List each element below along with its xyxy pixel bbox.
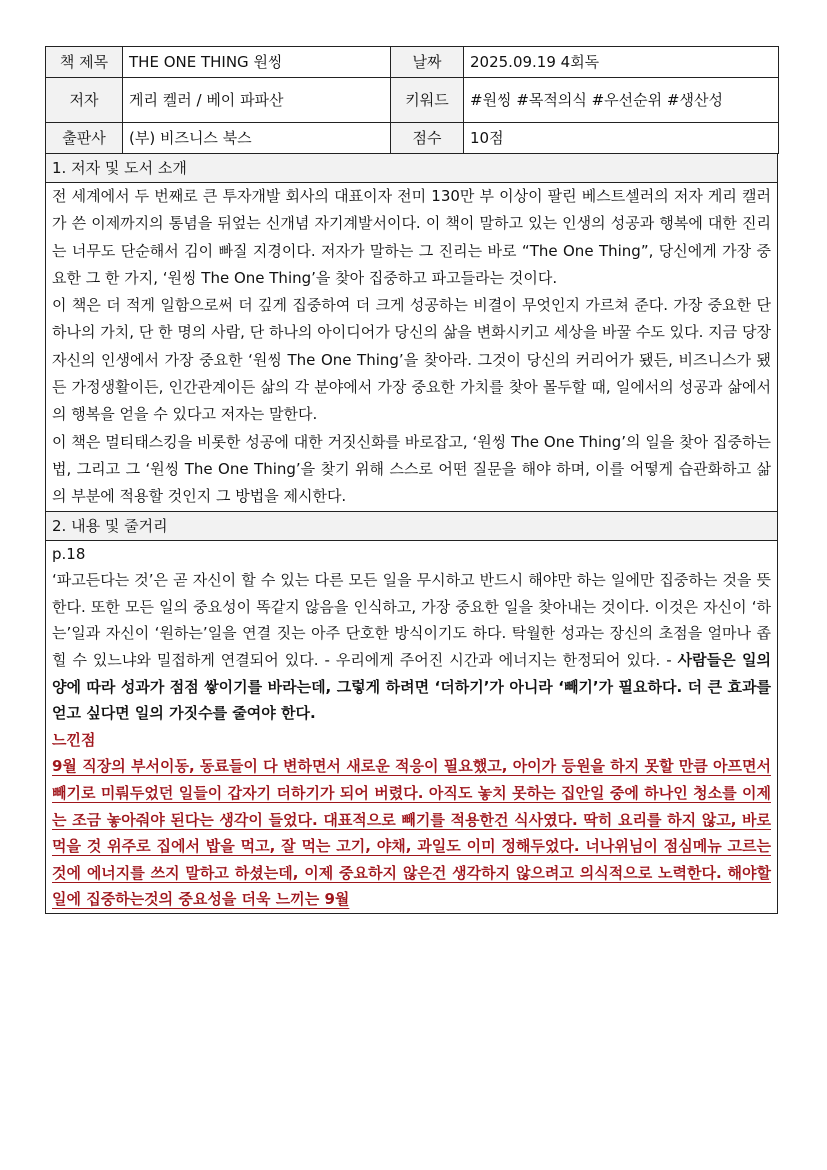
section-body (46, 183, 777, 511)
read-date: 2025.09.19 4회독 (464, 47, 779, 78)
intro-paragraph: 이 책은 더 적게 일함으로써 더 깊게 집중하여 더 크게 성공하는 비결이 무엇인지 가르쳐 준다. 가장 중요한 단 하나의 가치, 단 한 명의 사람, 단 하나의 아이디어가 당신의 삶을 변화시키고 세상을 바꿀 수도 있다. 지금 당장 자신의 인생에서 가장 중요한 ‘원씽 The One Thing’을 찾아라. 그것이 당신의 커리어가 됐든, 비즈니스가 됐든 가정생활이든, 인간관계이든 삶의 각 분야에서 가장 중요한 가치를 찾아 몰두할 때, 일에서의 성공과 삶에서의 행복을 얻을 수 있다고 저자는 말한다. (52, 296, 771, 424)
keyword-label: 키워드 (391, 78, 464, 123)
intro-paragraph: 전 세계에서 두 번째로 큰 투자개발 회사의 대표이자 전미 130만 부 이상이 팔린 베스트셀러의 저자 게리 캘러가 쓴 이제까지의 통념을 뒤엎는 신개념 자기계발서이다. 이 책이 말하고 있는 인생의 성공과 행복에 대한 진리는 너무도 단순해서 김이 빠질 지경이다. 저자가 말하는 그 진리는 바로 “The One Thing”, 당신에게 가장 중요한 그 한 가지, ‘원씽 The One Thing’을 찾아 집중하고 파고들라는 것이다. (52, 187, 771, 287)
section-author-intro (45, 154, 778, 512)
author-label: 저자 (46, 78, 123, 123)
feeling-label: 느낀점 (52, 730, 96, 749)
quote-paragraph (52, 567, 771, 727)
book-author: 게리 켈러 / 베이 파파산 (123, 78, 391, 123)
date-label: 날짜 (391, 47, 464, 78)
score-label: 점수 (391, 123, 464, 154)
title-label: 책 제목 (46, 47, 123, 78)
section-content (45, 512, 778, 914)
page-reference: p.18 (52, 544, 86, 563)
intro-paragraph: 이 책은 멀티태스킹을 비롯한 성공에 대한 거짓신화를 바로잡고, ‘원씽 The One Thing’의 일을 찾아 집중하는 법, 그리고 그 ‘원씽 The One Thing’을 찾기 위해 스스로 어떤 질문을 해야 하며, 이를 어떻게 습관화하고 삶의 부분에 적용할 것인지 그 방법을 제시한다. (52, 432, 771, 506)
publisher-label: 출판사 (46, 123, 123, 154)
section-body (46, 541, 777, 913)
quote-bold-text: 사람들은 일의 양에 따라 성과가 점점 쌓이기를 바라는데, 그렇게 하려면 ‘더하기’가 아니라 ‘빼기’가 필요하다. 더 큰 효과를 얻고 싶다면 일의 가짓수를 줄여야 한다. (52, 650, 771, 723)
book-keywords: #원씽 #목적의식 #우선순위 #생산성 (464, 78, 779, 123)
book-report-sheet (45, 46, 778, 914)
quote-text: ‘파고든다는 것’은 곧 자신이 할 수 있는 다른 모든 일을 무시하고 반드시 해야만 하는 일에만 집중하는 것을 뜻한다. 또한 모든 일의 중요성이 똑같지 않음을 인식하고, 가장 중요한 일을 찾아내는 것이다. 이것은 자신이 ‘하는’일과 자신이 ‘원하는’일을 연결 짓는 아주 단호한 방식이기도 하다. 탁월한 성과는 장신의 초점을 얼마나 좁힐 수 있느냐와 밀접하게 연결되어 있다. - 우리에게 주어진 시간과 에너지는 한정되어 있다. - (52, 571, 771, 669)
feeling-paragraph (52, 753, 771, 913)
book-title: THE ONE THING 원씽 (123, 47, 391, 78)
feeling-text: 9월 직장의 부서이동, 동료들이 다 변하면서 새로운 적응이 필요했고, 아이가 등원을 하지 못할 만큼 아프면서 빼기로 미뤄두었던 일들이 갑자기 더하기가 되어 버렸다. 아직도 놓치 못하는 집안일 중에 하나인 청소를 이제는 조금 놓아줘야 된다는 생각이 들었다. 대표적으로 빼기를 적용한건 식사였다. 딱히 요리를 하지 않고, 바로 먹을 것 위주로 집에서 밥을 먹고, 잘 먹는 고기, 야채, 과일도 이미 정해두었다. 너나위님이 점심메뉴 고르는것에 에너지를 쓰지 말하고 하셨는데, 이제 중요하지 않은건 생각하지 않으려고 의식적으로 노력한다. 해야할 일에 집중하는것의 중요성을 더욱 느끼는 9월 (52, 757, 771, 909)
book-info-table (45, 46, 779, 154)
book-publisher: (부) 비즈니스 북스 (123, 123, 391, 154)
book-score: 10점 (464, 123, 779, 154)
section-heading: 1. 저자 및 도서 소개 (46, 154, 777, 183)
section-heading: 2. 내용 및 줄거리 (46, 512, 777, 541)
